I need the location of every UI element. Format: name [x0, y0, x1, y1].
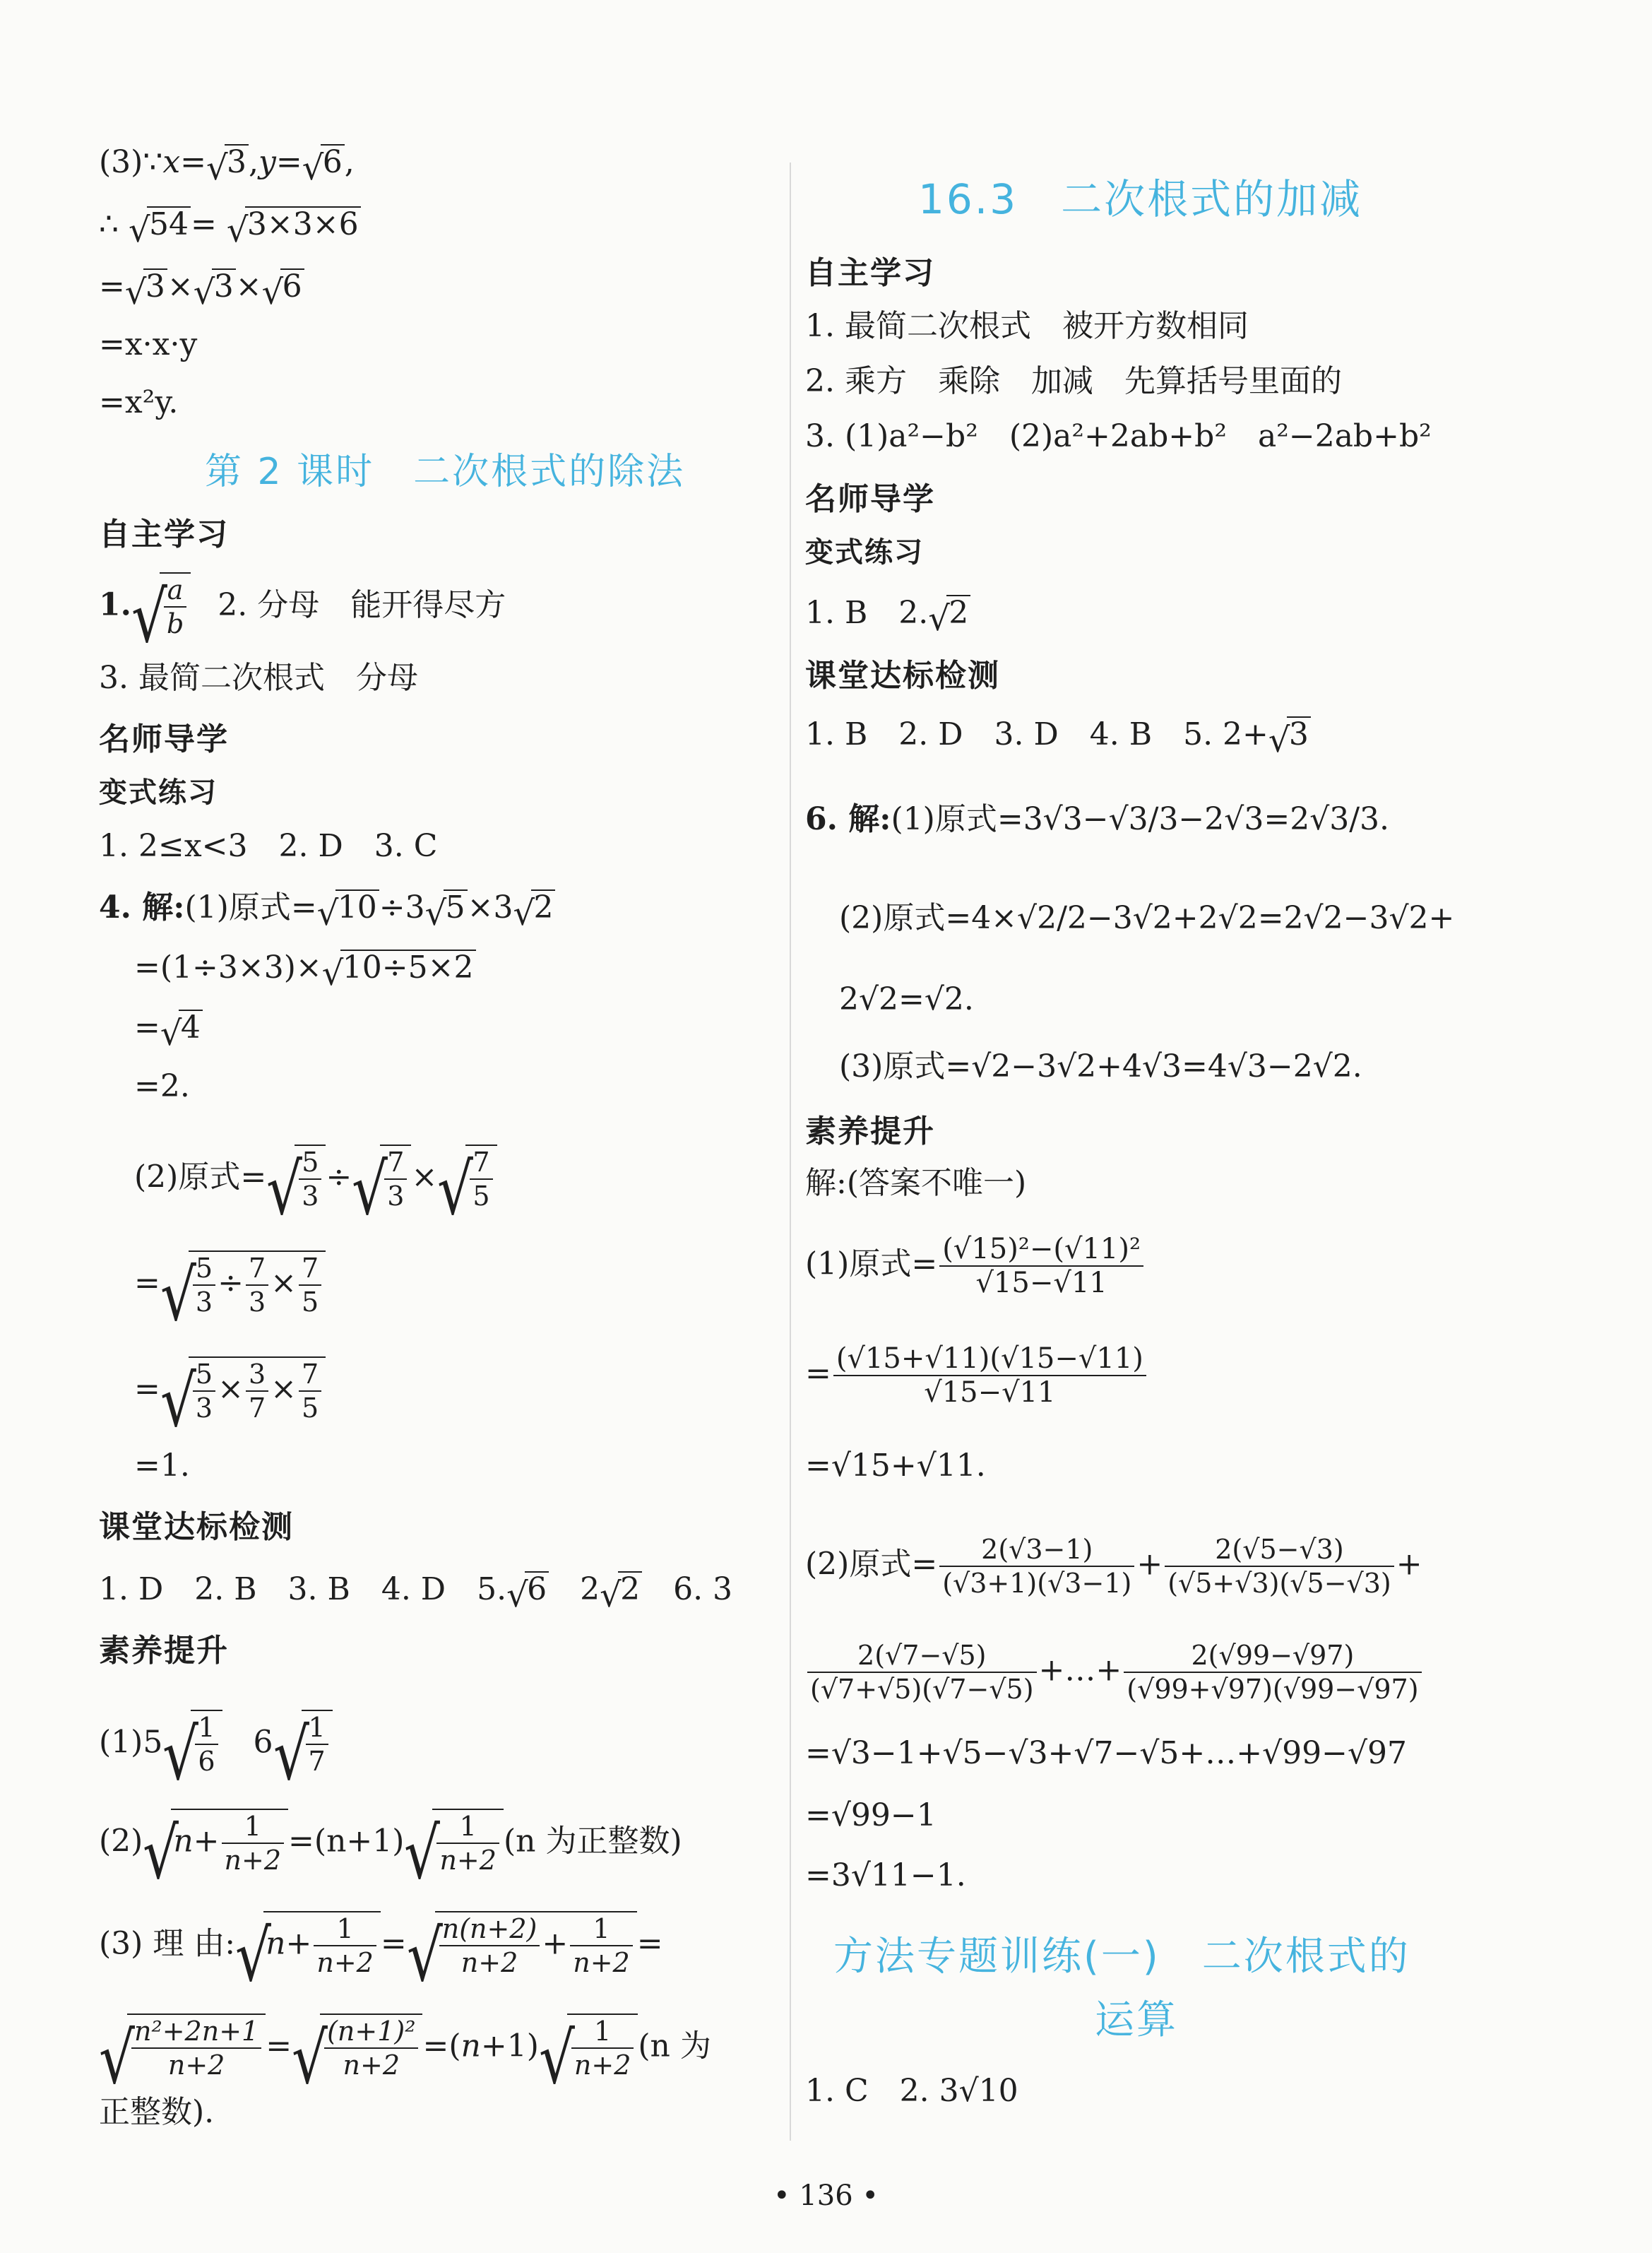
left-line-2: ∴ √ 54= √ 3×3×6: [99, 203, 361, 246]
literacy-r7: =√99−1: [805, 1797, 937, 1833]
literacy-r4: (2)原式= $\frac{2(√3-1)}{(√3+1)(√3-1)}$ + $\frac{2(√5-√3)}{(√5+√3)(√5-√3)}$ +: [805, 1534, 1422, 1599]
method-heading-line-1: 方法专题训练(一) 二次根式的: [833, 1934, 1410, 1980]
section-literacy: 素养提升: [805, 1113, 935, 1149]
section-teacher-guide: 名师导学: [805, 481, 935, 517]
right-classroom-answers: 1. B 2. D 3. D 4. B 5. 2+√ 3: [805, 714, 1311, 756]
literacy-5: 正整数).: [99, 2094, 215, 2130]
answer-3: 3. 最简二次根式 分母: [99, 660, 418, 696]
right-answer-3: 3. (1)a²−b² (2)a²+2ab+b² a²−2ab+b²: [805, 418, 1432, 454]
q4-line-2: =(1÷3×3)×√ 10÷5×2: [134, 947, 476, 989]
literacy-r5: $\frac{2(√7-√5)}{(√7+√5)(√7-√5)}$ +…+ $\frac{2(√99-√97)}{(√99+√97)(√99-√97)}$: [805, 1639, 1424, 1705]
q4-line-3: =√ 4: [134, 1007, 203, 1049]
q4-part2-line-4: =1.: [134, 1448, 190, 1484]
literacy-2: (2)√ n+ $\frac{1}{n+2}$ =(n+1) √ $\frac{1}{n+2}$ (n 为正整数): [99, 1809, 682, 1876]
literacy-r3: =√15+√11.: [805, 1448, 986, 1484]
literacy-r2: = $\frac{(√15+√11)(√15-√11)}{√15-√11}$: [805, 1342, 1148, 1409]
literacy-intro: 解:(答案不唯一): [805, 1165, 1027, 1201]
left-line-1: (3)∵x=√ 3,y=√ 6,: [99, 141, 355, 184]
q4-part2-line-3: = √ $\frac{5}{3}$ × $\frac{3}{7}$ × $\frac{7}{5}$: [134, 1356, 326, 1424]
q4-line-1: 4. 解:(1)原式=√ 10÷3√ 5×3√ 2: [99, 887, 555, 929]
literacy-1: (1)5 √ $\frac{1}{6}$ 6 √ $\frac{1}{7}$: [99, 1710, 333, 1778]
page-number: • 136 •: [773, 2180, 879, 2212]
literacy-3: (3) 理 由:√ n+ $\frac{1}{n+2}$ = √ $\frac{n(n+2)}{n+2}$ + $\frac{1}{n+2}$ =: [99, 1911, 663, 1979]
section-classroom-test: 课堂达标检测: [805, 658, 1000, 694]
answer-1: 1. √ $\frac{a}{b}$ 2. 分母 能开得尽方: [99, 572, 506, 640]
variation-answers: 1. 2≤x<3 2. D 3. C: [99, 828, 438, 864]
column-divider: [790, 162, 791, 2141]
right-variation-answers: 1. B 2.√ 2: [805, 592, 970, 634]
literacy-4: √ $\frac{\text{n²+2n+1}}{n+2}$ = √ $\frac{\text{(n+1)²}}{n+2}$ =(n+1) √ $\frac{1}{n+2}$ (n 为: [99, 2013, 711, 2081]
section-variation: 变式练习: [805, 536, 924, 569]
right-answer-1: 1. 最简二次根式 被开方数相同: [805, 308, 1249, 344]
q4-line-4: =2.: [134, 1068, 190, 1104]
q4-part2-line-1: (2)原式= √ $\frac{5}{3}$ ÷ √ $\frac{7}{3}$ × √ $\frac{7}{5}$: [134, 1145, 497, 1212]
section-heading-16-3: 16.3 二次根式的加减: [918, 175, 1363, 223]
literacy-r8: =3√11−1.: [805, 1857, 966, 1893]
classroom-answers: 1. D 2. B 3. B 4. D 5.√ 6 2√ 2 6. 3: [99, 1568, 732, 1611]
q6-line-2: (2)原式=4×√2/2−3√2+2√2=2√2−3√2+: [839, 900, 1455, 936]
q6-line-4: (3)原式=√2−3√2+4√3=4√3−2√2.: [839, 1048, 1362, 1084]
lesson-heading: 第 2 课时 二次根式的除法: [205, 451, 686, 493]
left-line-3: =√ 3×√ 3×√ 6: [99, 266, 304, 308]
left-line-4: =x·x·y: [99, 326, 198, 362]
section-classroom-test: 课堂达标检测: [99, 1509, 294, 1545]
left-line-5: =x²y.: [99, 384, 179, 420]
section-teacher-guide: 名师导学: [99, 721, 229, 757]
literacy-r6: =√3−1+√5−√3+√7−√5+…+√99−√97: [805, 1735, 1408, 1771]
right-answer-2: 2. 乘方 乘除 加减 先算括号里面的: [805, 363, 1342, 399]
literacy-r1: (1)原式= $\frac{\text{(√15)²−(√11)²}}{√15-√11}$: [805, 1233, 1146, 1299]
q4-part2-line-2: = √ $\frac{5}{3}$ ÷ $\frac{7}{3}$ × $\frac{7}{5}$: [134, 1250, 326, 1318]
q6-line-1: 6. 解:(1)原式=3√3−√3/3−2√3=2√3/3.: [805, 801, 1390, 837]
section-self-study: 自主学习: [805, 255, 935, 291]
section-variation: 变式练习: [99, 776, 218, 809]
section-literacy: 素养提升: [99, 1633, 229, 1669]
method-answers: 1. C 2. 3√10: [805, 2073, 1018, 2109]
section-self-study: 自主学习: [99, 516, 229, 552]
method-heading-line-2: 运算: [1095, 1997, 1178, 2043]
q6-line-3: 2√2=√2.: [839, 981, 974, 1017]
